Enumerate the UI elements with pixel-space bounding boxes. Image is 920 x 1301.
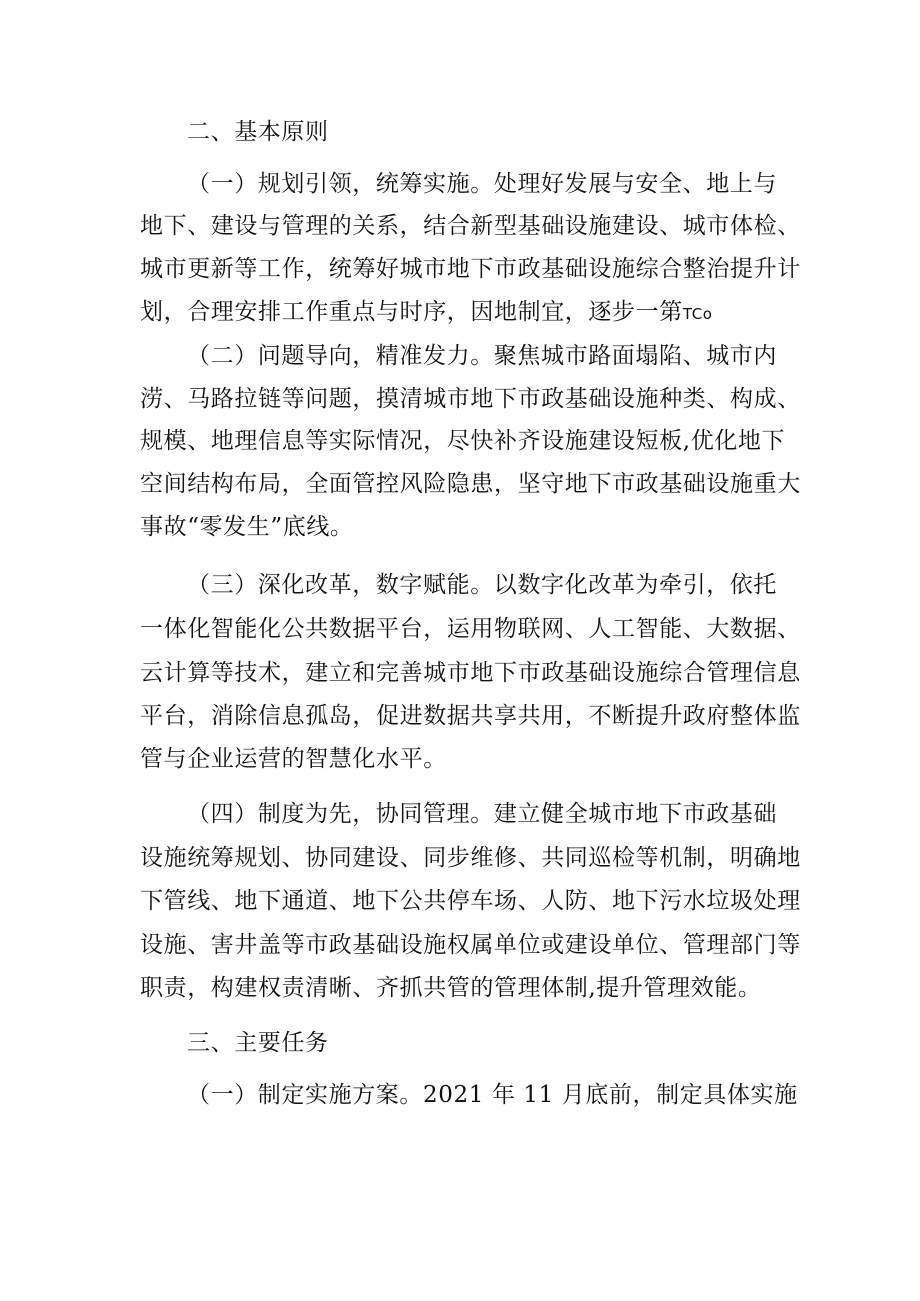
- paragraph-line: 城市更新等工作，统筹好城市地下市政基础设施综合整治提升计: [140, 256, 801, 282]
- paragraph-line: （一）规划引领，统筹实施。处理好发展与安全、地上与: [187, 171, 777, 197]
- paragraph-line: 平台，消除信息孤岛，促进数据共享共用，不断提升政府整体监: [140, 703, 801, 729]
- paragraph-line: 云计算等技术，建立和完善城市地下市政基础设施综合管理信息: [140, 660, 801, 686]
- paragraph-line: 管与企业运营的智慧化水平。: [140, 746, 447, 772]
- section-heading-main-tasks: 三、主要任务: [187, 1030, 329, 1056]
- paragraph-line: 空间结构布局，全面管控风险隐患，坚守地下市政基础设施重大: [140, 471, 801, 497]
- paragraph-line: 职责，构建权责清晰、齐抓共管的管理体制,提升管理效能。: [140, 975, 762, 1001]
- paragraph-line: 设施、害井盖等市政基础设施权属单位或建设单位、管理部门等: [140, 932, 801, 958]
- paragraph-line: 涝、马路拉链等问题，摸清城市地下市政基础设施种类、构成、: [140, 386, 801, 412]
- paragraph-line: 设施统筹规划、协同建设、同步维修、共同巡检等机制，明确地: [140, 845, 801, 871]
- paragraph-line: [140, 296, 713, 328]
- paragraph-line: （一）制定实施方案。2021 年 11 月底前，制定具体实施: [187, 1082, 798, 1108]
- paragraph-line: 规模、地理信息等实际情况，尽快补齐设施建设短板,优化地下: [140, 428, 786, 454]
- paragraph-line: 一体化智能化公共数据平台，运用物联网、人工智能、大数据、: [140, 616, 801, 642]
- paragraph-line: （三）深化改革，数字赋能。以数字化改革为牵引，依托: [187, 572, 777, 598]
- paragraph-line: （四）制度为先，协同管理。建立健全城市地下市政基础: [187, 801, 777, 827]
- paragraph-line: 地下、建设与管理的关系，结合新型基础设施建设、城市体检、: [140, 213, 801, 239]
- garbled-tail-text: TCo: [682, 305, 713, 323]
- paragraph-line: 事故“零发生”底线。: [140, 514, 354, 540]
- paragraph-line-text: 划，合理安排工作重点与时序，因地制宜，逐步一第: [140, 299, 683, 325]
- paragraph-line: （二）问题导向，精准发力。聚焦城市路面塌陷、城市内: [187, 343, 777, 369]
- paragraph-line: 下管线、地下通道、地下公共停车场、人防、地下污水垃圾处理: [140, 888, 801, 914]
- section-heading-basic-principles: 二、基本原则: [187, 119, 329, 145]
